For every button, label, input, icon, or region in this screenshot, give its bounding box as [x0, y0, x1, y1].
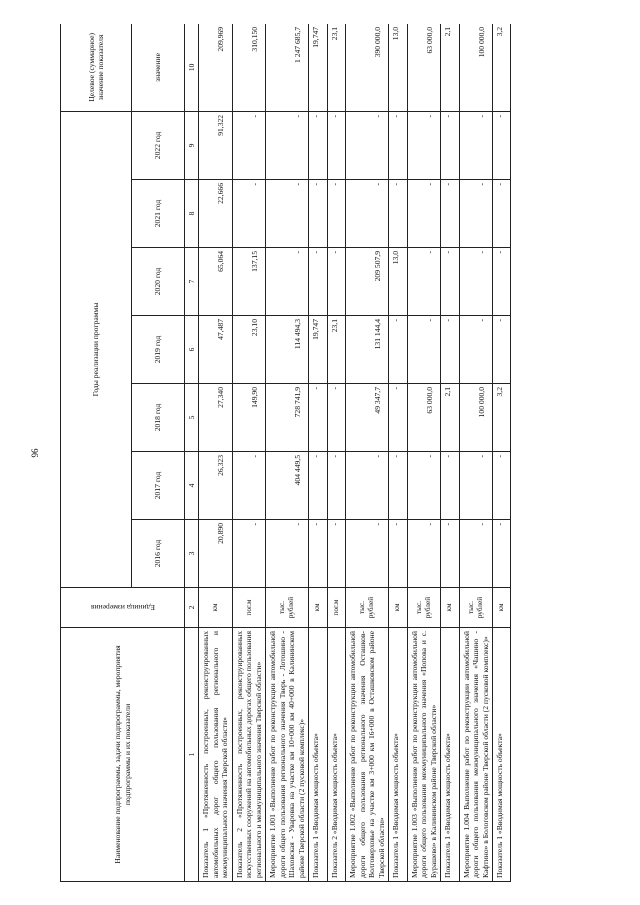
row-year-value: -: [309, 248, 327, 316]
row-year-value: -: [493, 111, 511, 179]
row-year-value: 26,323: [199, 452, 232, 520]
row-year-value: -: [266, 248, 309, 316]
row-year-value: 114 494,3: [266, 316, 309, 384]
table-row: [493, 24, 511, 882]
row-year-value: 137,15: [232, 248, 265, 316]
row-year-value: 149,90: [232, 384, 265, 452]
header-year-2019: 2019 год: [132, 316, 185, 384]
col-number: 8: [185, 180, 199, 248]
row-year-value: -: [232, 180, 265, 248]
row-unit: км: [493, 588, 511, 628]
row-year-value: -: [232, 520, 265, 588]
row-name: Показатель 1 «Вводимая мощность объекта»: [493, 628, 511, 882]
table-row: [407, 24, 440, 882]
row-year-value: 49 347,7: [346, 384, 389, 452]
row-year-value: -: [346, 520, 389, 588]
row-year-value: -: [232, 111, 265, 179]
row-unit: км: [309, 588, 327, 628]
row-year-value: -: [441, 111, 459, 179]
row-year-value: 13,0: [389, 248, 407, 316]
row-year-value: 65,064: [199, 248, 232, 316]
row-year-value: -: [327, 452, 345, 520]
table-row: [266, 24, 309, 882]
col-number: 9: [185, 111, 199, 179]
col-number: 4: [185, 452, 199, 520]
table-row: [232, 24, 265, 882]
header-unit: Единица измерения: [61, 588, 185, 628]
row-year-value: -: [327, 180, 345, 248]
row-target-value: 1 247 685,7: [266, 24, 309, 111]
row-year-value: -: [459, 520, 492, 588]
row-year-value: -: [389, 180, 407, 248]
row-unit: км: [389, 588, 407, 628]
row-year-value: -: [493, 180, 511, 248]
row-name: Мероприятие 1.001 «Выполнение работ по реконструкции автомобильной дороги общего пользования регионального значения Тверь - Лотошино - Шаховская - Уваровка на участке км 10+000 км 40+000 в Калининском районе Тверской области (2 пусковой комплекс)»: [266, 628, 309, 882]
table-row: [309, 24, 327, 882]
row-target-value: 2,1: [441, 24, 459, 111]
row-year-value: -: [441, 316, 459, 384]
row-year-value: 404 449,5: [266, 452, 309, 520]
header-target: Целевое (суммарное) значение показателя: [61, 24, 132, 111]
row-target-value: 13,0: [389, 24, 407, 111]
table-stage: [60, 24, 626, 882]
row-year-value: -: [266, 520, 309, 588]
row-year-value: -: [441, 180, 459, 248]
row-year-value: -: [266, 111, 309, 179]
row-target-value: 19,747: [309, 24, 327, 111]
table-row: [389, 24, 407, 882]
col-number: 5: [185, 384, 199, 452]
row-year-value: 91,322: [199, 111, 232, 179]
row-year-value: -: [389, 384, 407, 452]
header-years-group: Годы реализации программы: [61, 111, 132, 587]
row-year-value: 23,1: [327, 316, 345, 384]
row-name: Мероприятие 1.002 «Выполнение работ по реконструкции автомобильной дороги общего пользования регионального значения Осташков-Волговерховье на участке км 3+000 км 16+000 в Осташковском районе Тверской области»: [346, 628, 389, 882]
row-year-value: -: [407, 316, 440, 384]
row-year-value: -: [493, 452, 511, 520]
row-year-value: -: [493, 316, 511, 384]
row-name: Мероприятие 1.003 «Выполнение работ по реконструкции автомобильной дороги общего пользования межмуниципального значения «Попова и с. Бурашево» в Калининском районе Тверской области»: [407, 628, 440, 882]
row-year-value: -: [441, 248, 459, 316]
row-unit: км: [199, 588, 232, 628]
row-year-value: -: [327, 111, 345, 179]
row-year-value: -: [459, 452, 492, 520]
row-year-value: 100 000,0: [459, 384, 492, 452]
row-name: Показатель 1 «Вводимая мощность объекта»: [389, 628, 407, 882]
row-year-value: -: [459, 316, 492, 384]
row-year-value: -: [327, 520, 345, 588]
row-year-value: -: [407, 180, 440, 248]
row-year-value: -: [407, 520, 440, 588]
header-year-2017: 2017 год: [132, 452, 185, 520]
row-year-value: 20,890: [199, 520, 232, 588]
col-number: 7: [185, 248, 199, 316]
row-year-value: -: [327, 248, 345, 316]
page-number: 96: [30, 448, 40, 458]
row-unit: км: [441, 588, 459, 628]
row-year-value: -: [441, 520, 459, 588]
rotated-table-wrapper: [60, 24, 626, 882]
row-name: Показатель 2 «Протяженность построенных, реконструированных искусственных сооружений на автомобильных дорогах общего пользования регионального и межмуниципального значения Тверской области»: [232, 628, 265, 882]
row-target-value: 209,969: [199, 24, 232, 111]
row-year-value: -: [407, 452, 440, 520]
col-number: 6: [185, 316, 199, 384]
row-year-value: -: [459, 248, 492, 316]
col-number: 2: [185, 588, 199, 628]
row-year-value: -: [266, 180, 309, 248]
row-year-value: -: [459, 180, 492, 248]
header-name: Наименование подпрограммы, задачи подпрограммы, мероприятия подпрограммы и их показатели: [61, 628, 185, 882]
row-year-value: -: [327, 384, 345, 452]
row-year-value: -: [389, 520, 407, 588]
row-year-value: -: [309, 520, 327, 588]
header-year-2022: 2022 год: [132, 111, 185, 179]
row-target-value: 23,1: [327, 24, 345, 111]
row-year-value: 728 741,9: [266, 384, 309, 452]
row-name: Показатель 1 «Протяженность построенных, реконструированных автомобильных дорог общего пользования регионального и межмуниципального значения Тверской области»: [199, 628, 232, 882]
header-year-2018: 2018 год: [132, 384, 185, 452]
header-year-2020: 2020 год: [132, 248, 185, 316]
program-indicators-table: [60, 24, 511, 882]
row-target-value: 3,2: [493, 24, 511, 111]
row-year-value: -: [346, 111, 389, 179]
row-year-value: 47,487: [199, 316, 232, 384]
row-year-value: -: [493, 520, 511, 588]
row-year-value: -: [389, 452, 407, 520]
row-unit: тыс. рублей: [346, 588, 389, 628]
row-name: Показатель 2 «Вводимая мощность объекта»: [327, 628, 345, 882]
row-year-value: 23,10: [232, 316, 265, 384]
table-row: [327, 24, 345, 882]
row-unit: пог.м: [232, 588, 265, 628]
col-number: 3: [185, 520, 199, 588]
table-row: [199, 24, 232, 882]
row-year-value: -: [389, 111, 407, 179]
row-year-value: 209 507,9: [346, 248, 389, 316]
row-year-value: -: [346, 452, 389, 520]
row-year-value: -: [309, 111, 327, 179]
row-year-value: -: [309, 452, 327, 520]
header-value: значение: [132, 24, 185, 111]
row-year-value: -: [346, 180, 389, 248]
row-year-value: -: [309, 180, 327, 248]
row-year-value: -: [493, 248, 511, 316]
row-year-value: 19,747: [309, 316, 327, 384]
row-name: Показатель 1 «Вводимая мощность объекта»: [441, 628, 459, 882]
row-year-value: 3,2: [493, 384, 511, 452]
row-year-value: 131 144,4: [346, 316, 389, 384]
row-year-value: -: [441, 452, 459, 520]
row-unit: пог.м: [327, 588, 345, 628]
row-year-value: 27,340: [199, 384, 232, 452]
col-number: 10: [185, 24, 199, 111]
row-year-value: -: [389, 316, 407, 384]
row-target-value: 63 000,0: [407, 24, 440, 111]
row-name: Мероприятие 1.004 Выполнение работ по реконструкции автомобильной дороги общего пользования межмуниципального значения «Чашино - Кафтино» в Бологовском районе Тверской области (2 пусковой комплекс)»: [459, 628, 492, 882]
header-year-2016: 2016 год: [132, 520, 185, 588]
table-row: [441, 24, 459, 882]
row-unit: тыс. рублей: [266, 588, 309, 628]
table-row: [459, 24, 492, 882]
row-target-value: 100 000,0: [459, 24, 492, 111]
row-target-value: 310,150: [232, 24, 265, 111]
row-year-value: 2,1: [441, 384, 459, 452]
col-number: 1: [185, 628, 199, 882]
row-year-value: -: [407, 111, 440, 179]
row-unit: тыс. рублей: [459, 588, 492, 628]
row-year-value: -: [232, 452, 265, 520]
row-name: Показатель 1 «Вводимая мощность объекта»: [309, 628, 327, 882]
row-unit: тыс. рублей: [407, 588, 440, 628]
header-year-2021: 2021 год: [132, 180, 185, 248]
row-year-value: -: [309, 384, 327, 452]
row-year-value: -: [407, 248, 440, 316]
row-year-value: 22,666: [199, 180, 232, 248]
row-year-value: 63 000,0: [407, 384, 440, 452]
table-row: [346, 24, 389, 882]
table-body: [199, 24, 511, 882]
row-year-value: -: [459, 111, 492, 179]
row-target-value: 390 000,0: [346, 24, 389, 111]
